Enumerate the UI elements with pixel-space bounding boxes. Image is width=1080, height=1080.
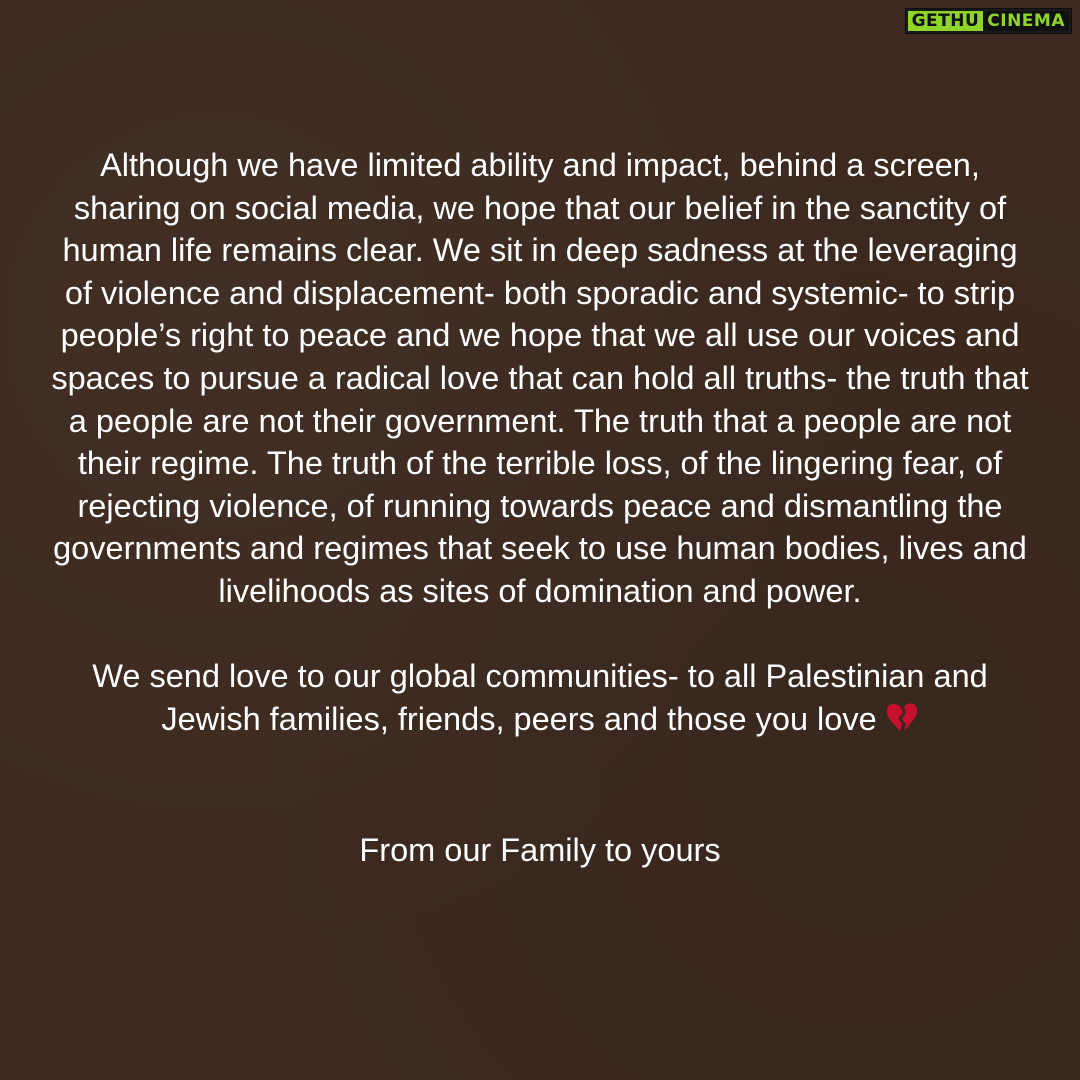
broken-heart-icon bbox=[885, 702, 919, 745]
watermark-logo bbox=[905, 8, 1072, 34]
message-paragraph-2 bbox=[50, 655, 1030, 744]
message-paragraph-1: Although we have limited ability and impact, behind a screen, sharing on social media, we hope that our belief in the sanctity of human life remains clear. We sit in deep sadness at the leveraging of violence and displacement- both sporadic and systemic- to strip people’s right to peace and we hope that we all use our voices and spaces to pursue a radical love that can hold all truths- the truth that a people are not their government. The truth that a people are not their regime. The truth of the terrible loss, of the lingering fear, of rejecting violence, of running towards peace and dismantling the governments and regimes that seek to use human bodies, lives and livelihoods as sites of domination and power. bbox=[51, 147, 1029, 609]
message-body bbox=[50, 144, 1030, 872]
watermark-right-text: CINEMA bbox=[983, 11, 1069, 31]
message-signoff: From our Family to yours bbox=[359, 832, 721, 869]
message-paragraph-2-text: We send love to our global communities- to all Palestinian and Jewish families, friends, peers and those you love bbox=[92, 658, 988, 737]
watermark-left-text: GETHU bbox=[908, 11, 984, 31]
